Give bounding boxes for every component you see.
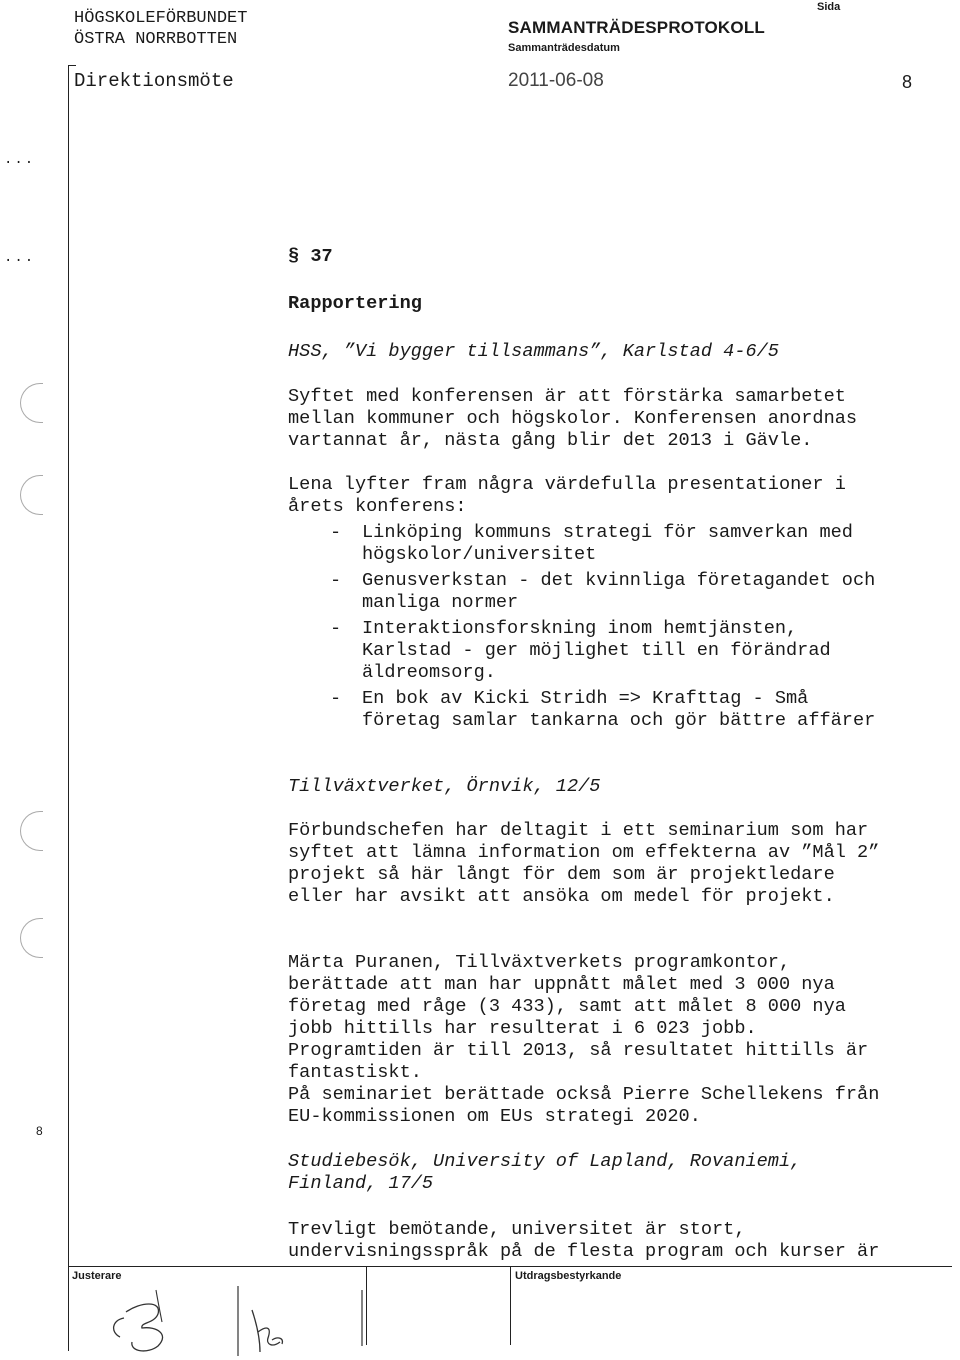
side-number: 8 <box>36 1124 43 1138</box>
paragraph: Syftet med konferensen är att förstärka samarbetet mellan kommuner och högskolor. Konferensen anordnas vartannat år, nästa gång blir det 2013 i Gävle. <box>288 386 858 451</box>
protocol-title: SAMMANTRÄDESPROTOKOLL <box>508 18 765 37</box>
margin-line <box>68 66 69 1351</box>
page-number: 8 <box>902 72 913 92</box>
header-tick <box>68 65 76 66</box>
item-title-tillvaxtverket: Tillväxtverket, Örnvik, 12/5 <box>288 776 601 797</box>
organization-name <box>74 8 247 50</box>
list-item: Linköping kommuns strategi för samverkan med högskolor/universitet <box>362 522 853 565</box>
bullet-dash: - <box>330 522 342 543</box>
footer-divider <box>510 1267 511 1345</box>
punch-hole-mark <box>20 475 43 515</box>
punch-hole-mark <box>20 383 43 423</box>
signers-label: Justerare <box>72 1270 122 1282</box>
item-title-studiebesok: Studiebesök, University of Lapland, Rovaniemi, Finland, 17/5 <box>288 1151 802 1194</box>
bullet-dash: - <box>330 570 342 591</box>
page-label: Sida <box>817 1 841 13</box>
paragraph: Förbundschefen har deltagit i ett seminarium som har syftet att lämna information om effekterna av ”Mål 2” projekt så här långt för dem som är projektledare eller har avsikt att ansöka om medel för projekt. <box>288 820 880 907</box>
org-line-2: ÖSTRA NORRBOTTEN <box>74 30 238 49</box>
list-item: Interaktionsforskning inom hemtjänsten, Karlstad - ger möjlighet till en förändrad äldreomsorg. <box>362 618 831 683</box>
signature-image <box>100 1282 380 1358</box>
punch-hole-mark <box>20 918 43 958</box>
meeting-date: 2011-06-08 <box>508 70 604 91</box>
margin-dots-1: ... <box>4 152 36 168</box>
margin-dots-2: ... <box>4 250 36 266</box>
paragraph: Trevligt bemötande, universitet är stort, undervisningsspråk på de flesta program och kurser är <box>288 1219 880 1262</box>
list-item: En bok av Kicki Stridh => Krafttag - Små företag samlar tankarna och gör bättre affärer <box>362 688 876 731</box>
list-item: Genusverkstan - det kvinnliga företagandet och manliga normer <box>362 570 876 613</box>
meeting-name: Direktionsmöte <box>74 70 234 92</box>
item-title-hss: HSS, ”Vi bygger tillsammans”, Karlstad 4-6/5 <box>288 341 779 362</box>
bullet-dash: - <box>330 618 342 639</box>
paragraph-number: § 37 <box>288 246 333 267</box>
date-label: Sammanträdesdatum <box>508 42 620 54</box>
org-line-1: HÖGSKOLEFÖRBUNDET <box>74 9 248 28</box>
extract-label: Utdragsbestyrkande <box>515 1270 622 1282</box>
paragraph: Lena lyfter fram några värdefulla presentationer i årets konferens: <box>288 474 846 517</box>
bullet-dash: - <box>330 688 342 709</box>
punch-hole-mark <box>20 811 43 851</box>
section-heading: Rapportering <box>288 293 422 314</box>
paragraph: Märta Puranen, Tillväxtverkets programkontor, berättade att man har uppnått målet med 3 000 nya företag med råge (3 433), samt att målet 8 000 nya jobb hittills har resulterat i 6 023 jobb. Programtiden är till 2013, så resultatet hittills är fantastiskt. På seminariet berättade också Pierre Schellekens från EU-kommissionen om EUs strategi 2020. <box>288 952 880 1127</box>
